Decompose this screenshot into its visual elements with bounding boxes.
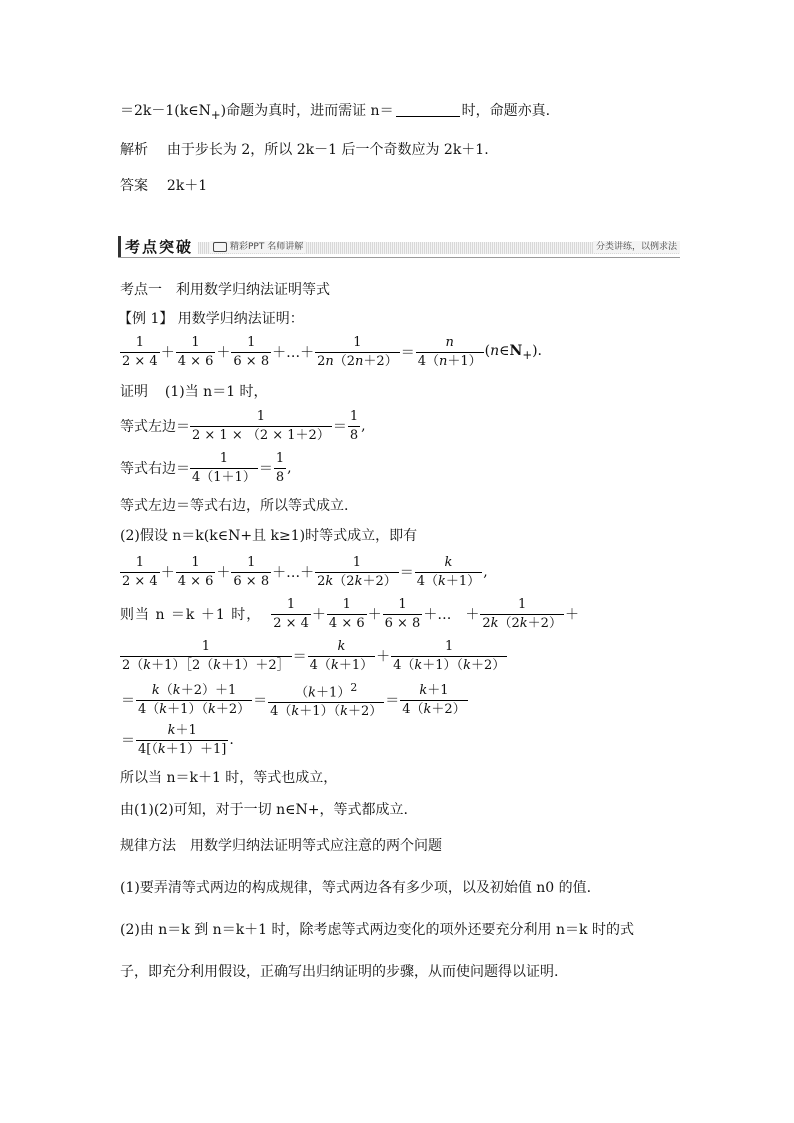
frac-right: $\frac{1}{4(1+1)}$ <box>192 451 256 485</box>
frac-term-3: $\frac{1}{6 \times 8}$ <box>233 335 270 369</box>
example-heading: 【例 1】 用数学归纳法证明： <box>118 311 304 327</box>
answer-blank <box>396 104 460 117</box>
method-point-1: (1)要弄清等式两边的构成规律，等式两边各有多少项，以及初始值 n0 的值. <box>120 880 592 896</box>
section-banner <box>118 236 680 258</box>
conclusion-2: 由(1)(2)可知，对于一切 n∈N+，等式都成立. <box>120 802 408 818</box>
method-point-2b: 子，即充分利用假设，正确写出归纳证明的步骤，从而使问题得以证明. <box>120 964 559 980</box>
line1-part-b: )命题为真时，进而需证 n＝ <box>220 103 394 119</box>
continuation-line <box>120 103 550 122</box>
line1-part-a: ＝2k－1(k∈N <box>120 103 211 119</box>
analysis-label: 解析 <box>120 142 148 158</box>
banner-underline <box>118 257 680 258</box>
then-when-text: 则当 n ＝k ＋1 时， <box>120 607 262 624</box>
pointer-icon <box>213 242 227 252</box>
induction-step-line3: ＝ $\frac{k(k+2)+1}{4(k+1)(k+2)}$ ＝ $\frac{(k+1)^2}{4(k+1)(k+2)}$ ＝ $\frac{k+1}{4(k+2)}$ <box>121 681 466 719</box>
answer-text: 2k＋1 <box>166 178 208 194</box>
banner-subtitle <box>210 241 306 253</box>
analysis-line <box>120 142 489 158</box>
method-title: 规律方法 用数学归纳法证明等式应注意的两个问题 <box>120 838 442 854</box>
banner-title: 考点突破 <box>118 236 197 258</box>
equal-statement: 等式左边＝等式右边，所以等式成立. <box>120 498 349 514</box>
line1-part-c: 时，命题亦真. <box>461 103 551 119</box>
frac-left: $\frac{1}{2 \times 1 \times (2 \times 1+2)}$ <box>192 409 330 443</box>
banner-subtitle-text: 精彩PPT 名师讲解 <box>230 242 304 252</box>
hypothesis-equation: $\frac{1}{2 \times 4}$ ＋ $\frac{1}{4 \times 6}$ ＋ $\frac{1}{6 \times 8}$ ＋…＋ $\frac{1}{2k(2k+2)}$ ＝ $\frac{k}{4(k+1)}$ , <box>122 555 488 589</box>
frac-term-n: $\frac{1}{2n(2n+2)}$ <box>317 335 398 369</box>
banner-right-text: 分类讲练，以例求法 <box>593 241 680 253</box>
induction-step-line4: ＝ $\frac{k+1}{4[(k+1)+1]}$ . <box>121 723 234 757</box>
proof-step1 <box>120 384 268 400</box>
method-point-2a: (2)由 n＝k 到 n＝k＋1 时，除考虑等式两边变化的项外还要充分利用 n＝k 时的式 <box>120 922 634 938</box>
frac-term-2: $\frac{1}{4 \times 6}$ <box>177 335 214 369</box>
proof-label: 证明 <box>120 384 148 400</box>
frac-one-eighth: $\frac{1}{8}$ <box>349 409 359 443</box>
kaodian-heading: 考点一 利用数学归纳法证明等式 <box>120 282 330 298</box>
proof-step1-text: (1)当 n＝1 时， <box>164 384 268 400</box>
line1-subscript: + <box>210 107 221 122</box>
answer-line <box>120 178 207 194</box>
conclusion-1: 所以当 n＝k＋1 时，等式也成立， <box>120 770 338 786</box>
induction-step-line2: $\frac{1}{2(k+1)[2(k+1)+2]}$ ＝ $\frac{k}{4(k+1)}$ ＋ $\frac{1}{4(k+1)(k+2)}$ <box>122 639 506 673</box>
main-equation: $\frac{1}{2 \times 4}$ ＋ $\frac{1}{4 \times 6}$ ＋ $\frac{1}{6 \times 8}$ ＋…＋ $\frac{1}{2n(2n+2)}$ ＝ $\frac{n}{4(n+1)}$ $(n\in N_+)$. <box>122 335 543 369</box>
right-side-eq: 等式右边＝ $\frac{1}{4(1+1)}$ ＝ $\frac{1}{8}$ , <box>120 451 292 485</box>
proof-step2: (2)假设 n＝k(k∈N+且 k≥1)时等式成立，即有 <box>120 528 418 544</box>
left-side-eq: 等式左边＝ $\frac{1}{2 \times 1 \times (2 \times 1+2)}$ ＝ $\frac{1}{8}$ , <box>120 409 366 443</box>
frac-one-eighth-b: $\frac{1}{8}$ <box>275 451 285 485</box>
frac-sum: $\frac{n}{4(n+1)}$ <box>417 335 482 369</box>
induction-step-line: 则当 n ＝k ＋1 时， $\frac{1}{2 \times 4}$ ＋ $\frac{1}{4 \times 6}$ ＋ $\frac{1}{6 \times 8}$ ＋… ＋ $\frac{1}{2k(2k+2)}$ ＋ <box>120 597 579 631</box>
left-label: 等式左边＝ <box>120 419 190 436</box>
answer-label: 答案 <box>120 178 148 194</box>
right-label: 等式右边＝ <box>120 461 190 478</box>
frac-term-1: $\frac{1}{2 \times 4}$ <box>122 335 158 369</box>
analysis-text: 由于步长为 2，所以 2k－1 后一个奇数应为 2k＋1. <box>166 142 489 158</box>
